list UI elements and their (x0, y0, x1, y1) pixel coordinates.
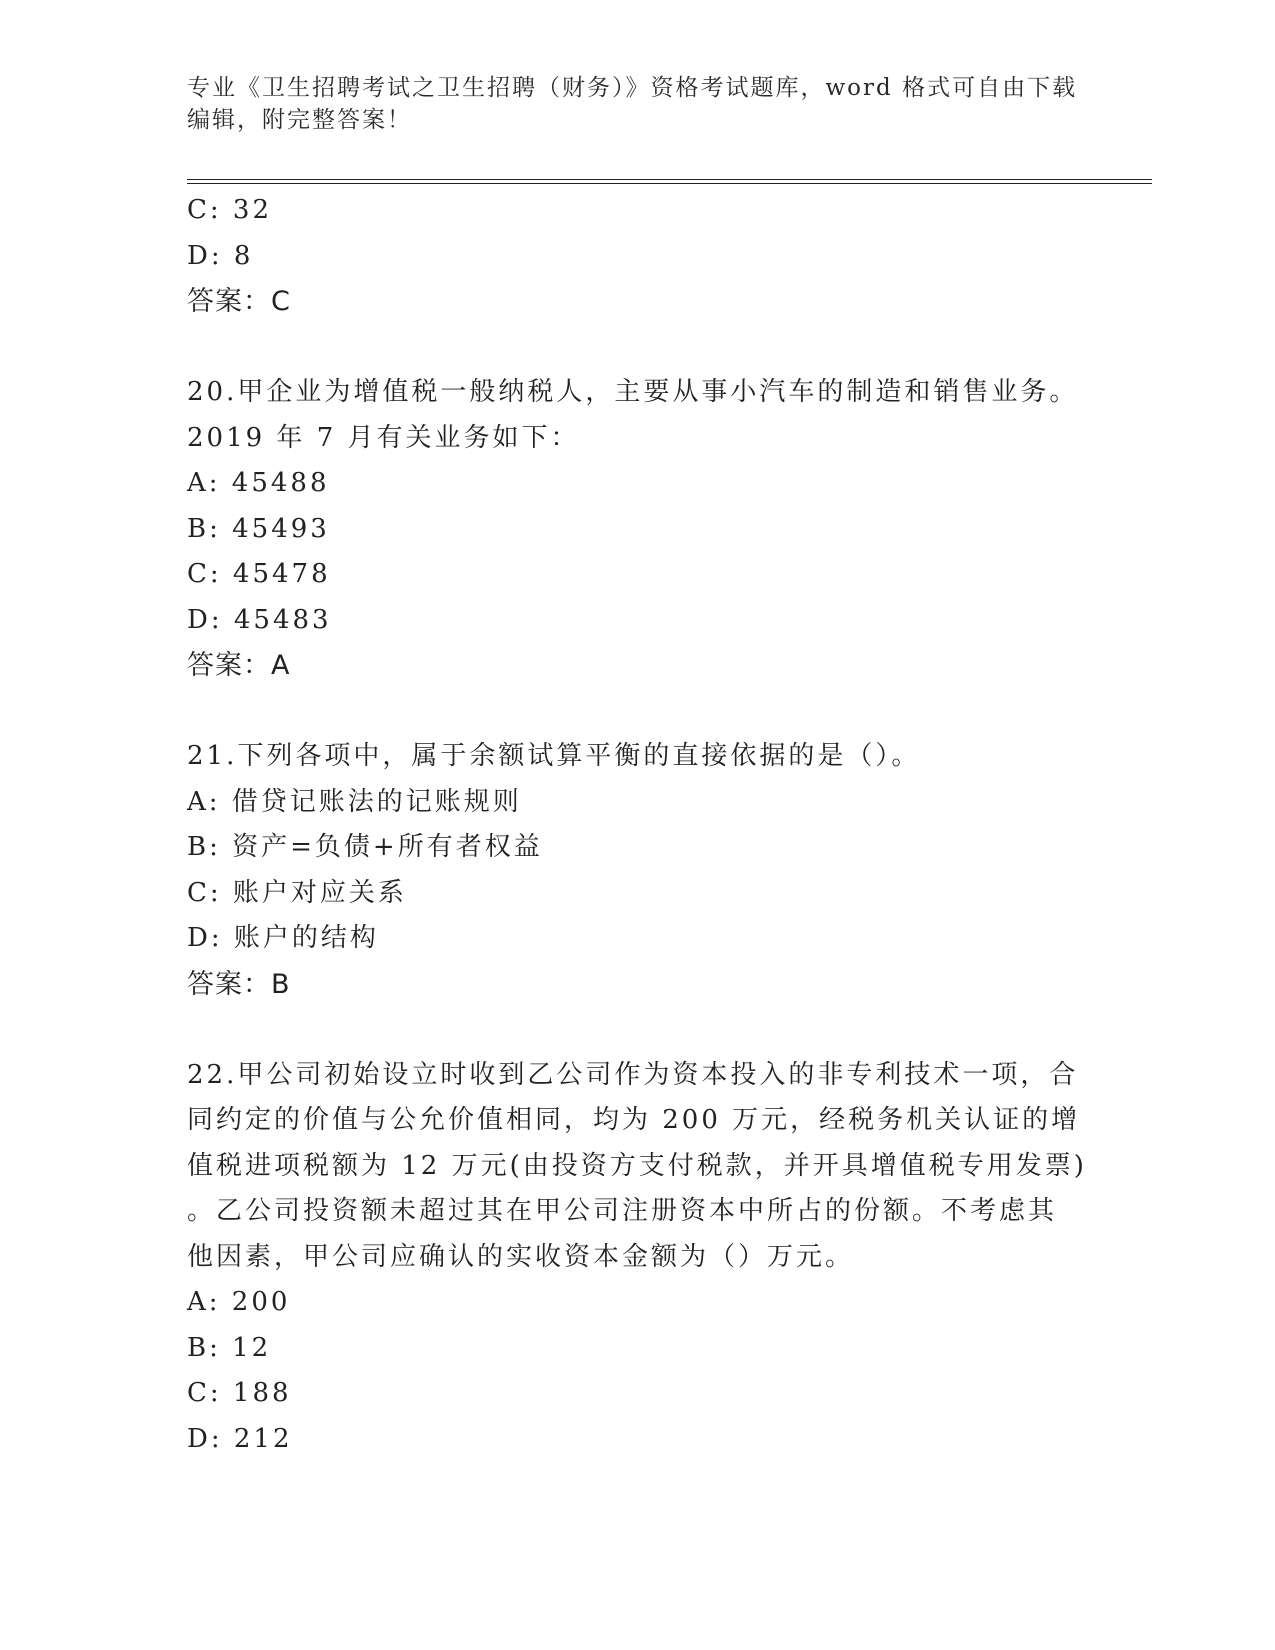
option-b: B: 45493 (187, 513, 330, 544)
option-a: A: 200 (187, 1287, 291, 1317)
question-stem: 他因素，甲公司应确认的实收资本金额为（）万元。 (187, 1241, 855, 1272)
option-c: C: 账户对应关系 (187, 877, 407, 908)
option-d: D: 8 (187, 240, 254, 271)
option-b: B: 资产=负债+所有者权益 (187, 832, 543, 862)
option-a: A: 45488 (187, 468, 330, 498)
question-list (187, 188, 1087, 1462)
question-stem: 22.甲公司初始设立时收到乙公司作为资本投入的非专利技术一项，合 (187, 1059, 1079, 1090)
option-d: D: 212 (187, 1423, 293, 1454)
header-line-2: 编辑，附完整答案！ (187, 107, 412, 133)
question-20 (187, 370, 1087, 689)
question-21 (187, 734, 1087, 1007)
answer-label: 答案：A (187, 650, 291, 681)
option-c: C: 32 (187, 195, 273, 225)
document-header (187, 72, 1087, 136)
spacer (187, 1007, 1087, 1053)
question-stem: 2019 年 7 月有关业务如下： (187, 422, 580, 453)
question-22 (187, 1053, 1087, 1463)
option-b: B: 12 (187, 1332, 272, 1363)
header-divider-bottom (187, 183, 1152, 184)
spacer (187, 325, 1087, 371)
option-d: D: 45483 (187, 604, 332, 635)
answer-label: 答案：C (187, 286, 291, 317)
question-19-tail (187, 188, 1087, 325)
option-c: C: 188 (187, 1378, 292, 1408)
question-stem: 。乙公司投资额未超过其在甲公司注册资本中所占的份额。不考虑其 (187, 1196, 1058, 1226)
header-line-1: 专业《卫生招聘考试之卫生招聘（财务）》资格考试题库，word 格式可自由下载 (187, 75, 1078, 101)
answer-label: 答案：B (187, 968, 291, 1000)
option-a: A: 借贷记账法的记账规则 (187, 786, 522, 817)
question-stem: 值税进项税额为 12 万元(由投资方支付税款，并开具增值税专用发票) (187, 1150, 1087, 1181)
spacer (187, 689, 1087, 735)
option-d: D: 账户的结构 (187, 923, 379, 953)
header-divider-top (187, 179, 1152, 180)
question-stem: 21.下列各项中，属于余额试算平衡的直接依据的是（）。 (187, 741, 921, 771)
question-stem: 20.甲企业为增值税一般纳税人，主要从事小汽车的制造和销售业务。 (187, 377, 1079, 407)
option-c: C: 45478 (187, 559, 331, 589)
question-stem: 同约定的价值与公允价值相同，均为 200 万元，经税务机关认证的增 (187, 1105, 1081, 1135)
